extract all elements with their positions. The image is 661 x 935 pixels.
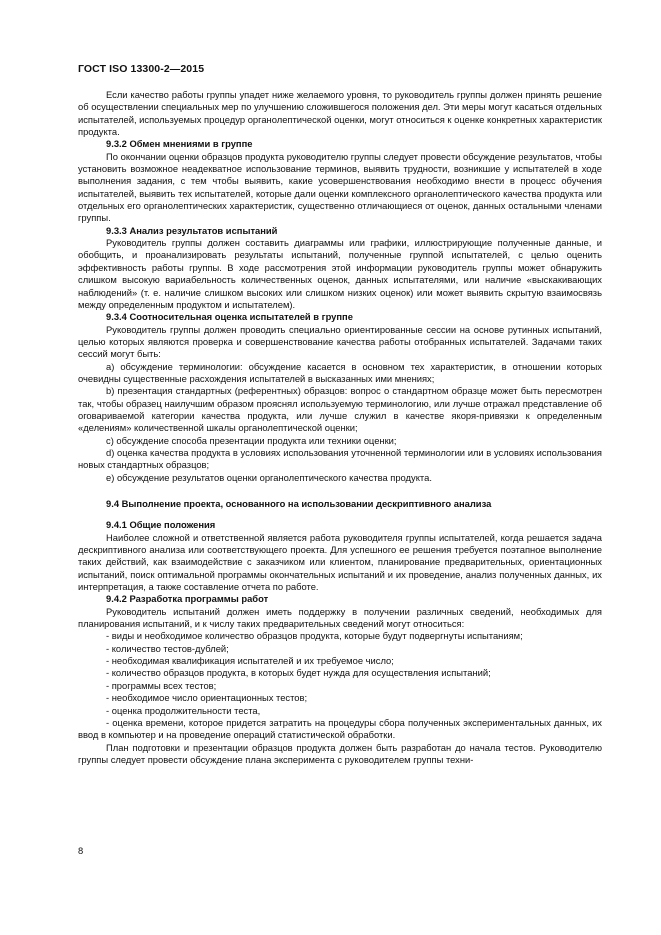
page-number: 8 (78, 845, 84, 856)
section-9-3-2-title: 9.3.2 Обмен мнениями в группе (106, 138, 253, 150)
section-9-3-4-text: Руководитель группы должен проводить специально ориентированные сессии на основе рутинных испытаний, целью которых являются проверка и совершенствование качества работы отобранных испытателей. Задачами таких сессий могут быть: (78, 323, 602, 360)
list-item: а) обсуждение терминологии: обсуждение касается в основном тех характеристик, в отношении которых очевидны существенные расхождения испытателей в высказанных ими мнениях; (78, 360, 602, 384)
document-body (78, 89, 602, 766)
list-item: - необходимая квалификация испытателей и их требуемое число; (106, 655, 394, 667)
list-item: е) обсуждение результатов оценки органолептического качества продукта. (106, 471, 432, 483)
list-item: - виды и необходимое количество образцов продукта, которые будут подвергнуты испытаниям; (106, 630, 523, 642)
list-item: - оценка продолжительности теста, (106, 704, 261, 716)
section-9-3-2-text: По окончании оценки образцов продукта руководителю группы следует провести обсуждение результатов, чтобы установить возможное неадекватное использование терминов, выявить трудности, возникшие у испытателей в ходе выполнения задания, с тем чтобы выявить, какие усовершенствования необходимо внести в процесс обучения испытателей, выявить тех испытателей, которые дали оценки комплексного органолептического качества продукта или отдельных его органолептических характеристик, существенно отличающиеся от оценок, данных остальными членами группы. (78, 150, 602, 224)
section-9-4-title: 9.4 Выполнение проекта, основанного на использовании дескриптивного анализа (106, 498, 492, 509)
section-9-4-2-list (78, 630, 602, 741)
section-9-3-4-title: 9.3.4 Соотносительная оценка испытателей в группе (106, 311, 353, 323)
list-item: - количество образцов продукта, в которых будет нужда для осуществления испытаний; (106, 667, 491, 679)
section-9-4-1-text: Наиболее сложной и ответственной является работа руководителя группы испытателей, когда решается задача дескриптивного анализа или соответствующего проекта. Для успешного ее решения требуется поэтапное выполнение таких действий, как взаимодействие с заказчиком или клиентом, планирование предварительных, ориентационных испытаний, поиск оптимальной программы окончательных испытаний и их проведение, анализ полученных данных, их интерпретация, а также составление отчета по работе. (78, 531, 602, 593)
section-9-4-2-closing: План подготовки и презентации образцов продукта должен быть разработан до начала тестов. Руководителю группы следует провести обсуждение плана эксперимента с руководителем группы техни- (78, 741, 602, 765)
section-9-4-1-title: 9.4.1 Общие положения (106, 519, 216, 531)
standard-header: ГОСТ ISO 13300-2—2015 (78, 63, 205, 75)
section-9-4-2-text: Руководитель испытаний должен иметь поддержку в получении различных сведений, необходимых для планирования испытаний, и к числу таких предварительных сведений могут относиться: (78, 605, 602, 630)
list-item: b) презентация стандартных (референтных) образцов: вопрос о стандартном образце может быть пересмотрен так, чтобы образец наилучшим образом прояснял используемую терминологию, или лучше отражал представление об оговариваемой категории качества продукта, или лучше служил в качестве якоря-привязки к определенным «делениям» количественной шкалы органолептической оценки; (78, 385, 602, 434)
section-9-4-2-title: 9.4.2 Разработка программы работ (106, 593, 269, 605)
section-9-3-3-title: 9.3.3 Анализ результатов испытаний (106, 224, 278, 236)
list-item: - программы всех тестов; (106, 679, 217, 691)
list-item: - оценка времени, которое придется затратить на процедуры сбора полученных экспериментальных данных, их ввод в компьютер и на проведение операций статистической обработки. (78, 716, 602, 741)
list-item: - количество тестов-дублей; (106, 642, 229, 654)
intro-paragraph: Если качество работы группы упадет ниже желаемого уровня, то руководитель группы должен принять решение об осуществлении специальных мер по улучшению сложившегося положения дел. Эти меры могут касаться отдельных испытателей, используемых процедур органолептической оценки, могут относиться к оценке конкретных характеристик продукта. (78, 89, 602, 138)
section-9-3-4-list (78, 361, 602, 484)
list-item: с) обсуждение способа презентации продукта или техники оценки; (106, 434, 397, 446)
list-item: - необходимое число ориентационных тестов; (106, 692, 308, 704)
section-9-3-3-text: Руководитель группы должен составить диаграммы или графики, иллюстрирующие полученные данные, и обобщить, и проанализировать результаты испытаний, полученные группой испытателей, с целью оценить эффективность работы группы. В ходе рассмотрения этой информации руководитель группы может обнаружить слишком высокую вариабельность количественных оценок, данных испытателями, или наличие «выскакивающих наблюдений» (т. е. наличие слишком высоких или слишком низких оценок) или может выявить скрытую взаимосвязь между определенным продуктом и испытателем). (78, 237, 602, 310)
list-item: d) оценка качества продукта в условиях использования уточненной терминологии или в условиях использования новых стандартных образцов; (78, 446, 602, 471)
